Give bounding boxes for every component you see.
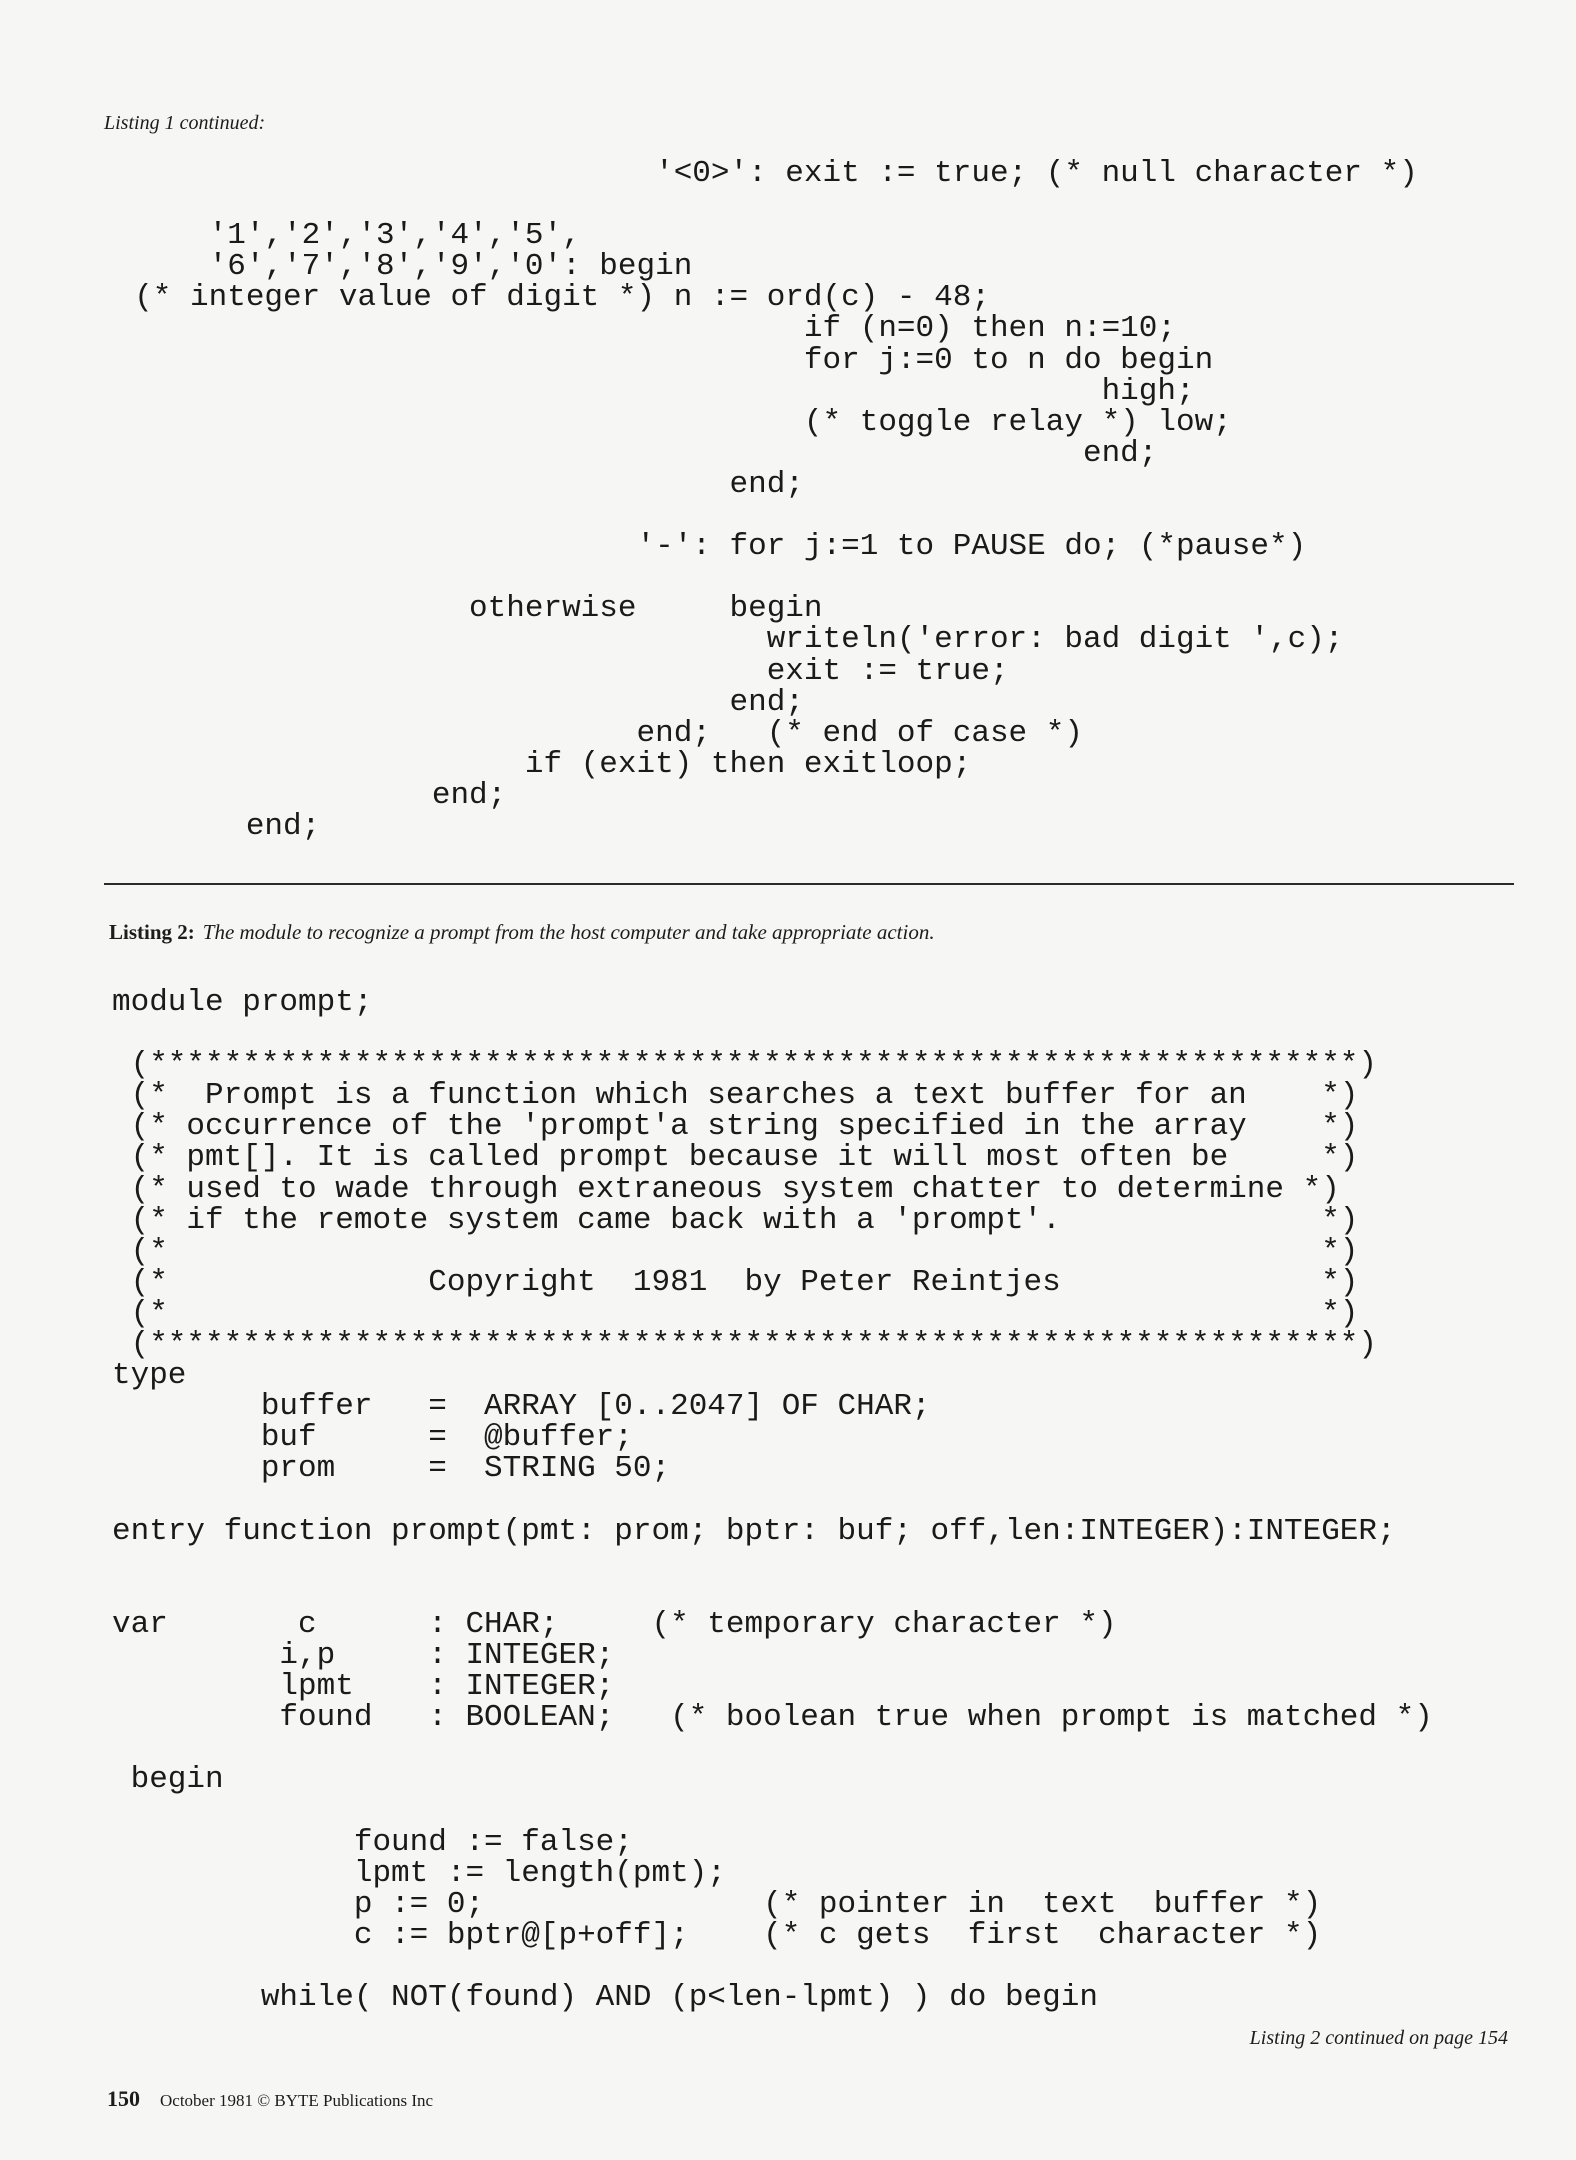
- listing1-continued-label: Listing 1 continued:: [104, 112, 266, 134]
- page-footer: [107, 2086, 433, 2112]
- issue-credit: October 1981 © BYTE Publications Inc: [160, 2091, 434, 2110]
- listing1-code: '<0>': exit := true; (* null character *) '1','2','3','4','5', '6','7','8','9','0': begin (* integer value of digit *) n := ord(c) - 48; if (n=0) then n:=10; for j:=0 to n do begin high; (* toggle relay *) low; end; end; '-': for j:=1 to PAUSE do; (*pause*) otherwise begin writeln('error: bad digit ',c); exit := true; end; end; (* end of case *) if (exit) then exitloop; end; end;: [134, 156, 1418, 844]
- listing2-caption-text: The module to recognize a prompt from the host computer and take appropriate action.: [202, 920, 935, 944]
- listing2-caption: [109, 920, 935, 945]
- section-divider: [104, 883, 1514, 885]
- listing2-label: Listing 2:: [109, 920, 195, 944]
- listing2-continued-note: Listing 2 continued on page 154: [1249, 2027, 1508, 2049]
- listing2-code: module prompt; (*****************************************************************) (* Prompt is a function which searches a text buffer for an *) (* occurrence of the 'prompt'a string specified in the array *) (* pmt[]. It is called prompt because it will most often be *) (* used to wade through extraneous system chatter to determine *) (* if the remote system came back with a 'prompt'. *) (* *) (* Copyright 1981 by Peter Reintjes *) (* *) (*****************************************************************) type buffer = ARRAY [0..2047] OF CHAR; buf = @buffer; prom = STRING 50; entry function prompt(pmt: prom; bptr: buf; off,len:INTEGER):INTEGER; var c : CHAR; (* temporary character *) i,p : INTEGER; lpmt : INTEGER; found : BOOLEAN; (* boolean true when prompt is matched *) begin found := false; lpmt := length(pmt); p := 0; (* pointer in text buffer *) c := bptr@[p+off]; (* c gets first character *) while( NOT(found) AND (p<len-lpmt) ) do begin: [112, 985, 1433, 2015]
- page-number: 150: [107, 2086, 140, 2111]
